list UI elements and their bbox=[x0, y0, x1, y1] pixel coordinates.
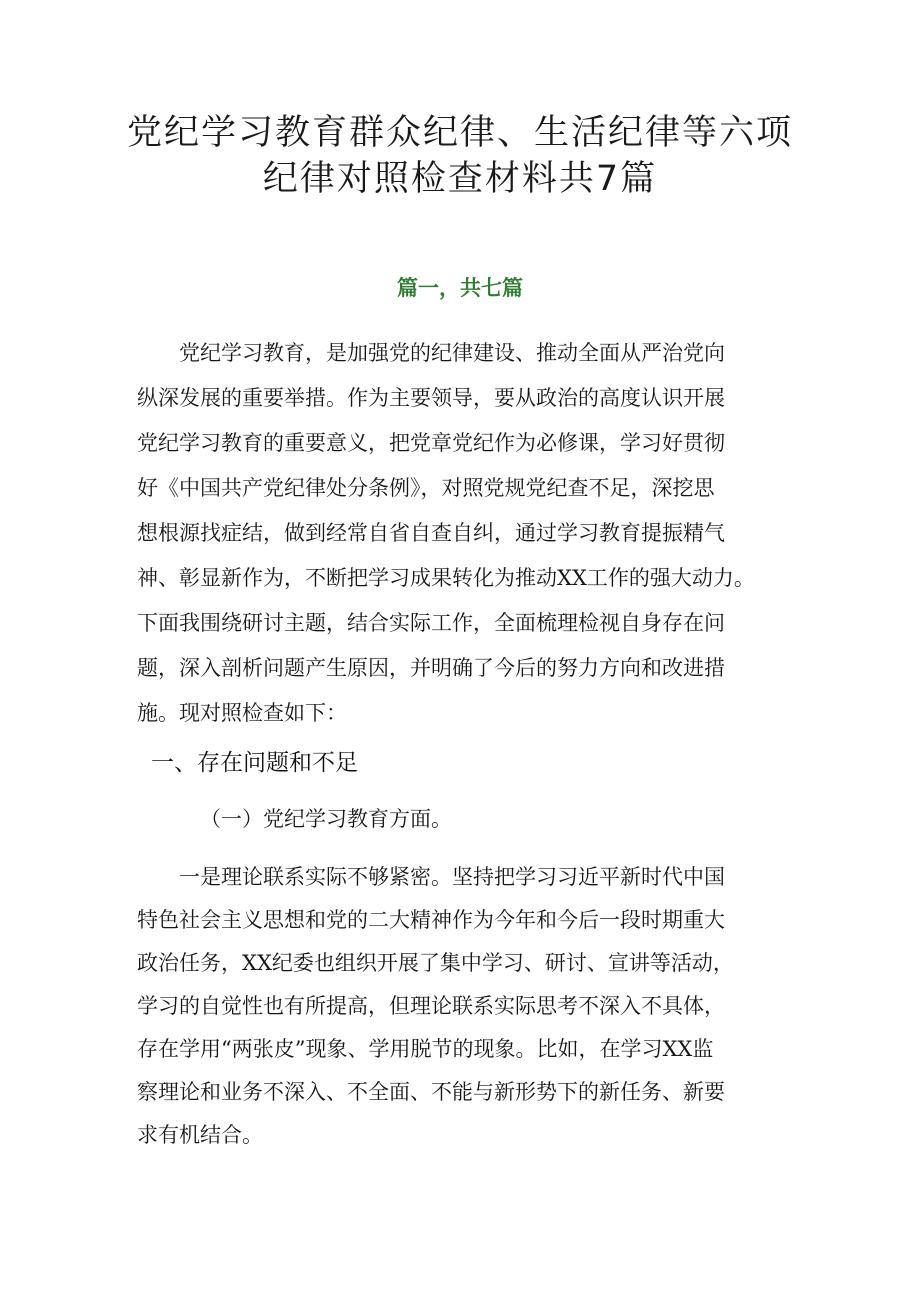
intro-line: 好《中国共产党纪律处分条例》，对照党规党纪查不足，深挖思 bbox=[137, 476, 715, 500]
intro-paragraph bbox=[137, 331, 797, 736]
title-line-1: 党纪学习教育群众纪律、生活纪律等六项 bbox=[126, 113, 793, 153]
body-line: 求有机结合。 bbox=[137, 1123, 263, 1147]
body-paragraph bbox=[137, 856, 797, 1157]
title-line-2: 纪律对照检查材料共7篇 bbox=[262, 159, 658, 199]
body-line: 学习的自觉性也有所提高，但理论联系实际思考不深入不具体， bbox=[137, 994, 725, 1018]
heading-level-2: （一）党纪学习教育方面。 bbox=[200, 807, 452, 831]
intro-line: 施。现对照检查如下： bbox=[137, 701, 347, 725]
body-line: 一是理论联系实际不够紧密。坚持把学习习近平新时代中国 bbox=[179, 865, 725, 889]
intro-line: 纵深发展的重要举措。作为主要领导，要从政治的高度认识开展 bbox=[137, 386, 725, 410]
intro-line: 下面我围绕研讨主题，结合实际工作，全面梳理检视自身存在问 bbox=[137, 611, 725, 635]
intro-line: 神、彰显新作为，不断把学习成果转化为推动XX工作的强大动力。 bbox=[137, 566, 755, 590]
body-line: 察理论和业务不深入、不全面、不能与新形势下的新任务、新要 bbox=[137, 1080, 725, 1104]
body-line: 特色社会主义思想和党的二大精神作为今年和今后一段时期重大 bbox=[137, 908, 725, 932]
document-title bbox=[120, 110, 800, 202]
intro-line: 党纪学习教育，是加强党的纪律建设、推动全面从严治党向 bbox=[179, 341, 725, 365]
heading-level-1: 一、存在问题和不足 bbox=[151, 750, 358, 776]
section-heading: 篇一，共七篇 bbox=[397, 275, 523, 300]
intro-line: 党纪学习教育的重要意义，把党章党纪作为必修课，学习好贯彻 bbox=[137, 431, 725, 455]
body-line: 政治任务，XX纪委也组织开展了集中学习、研讨、宣讲等活动， bbox=[137, 951, 734, 975]
body-line: 存在学用“两张皮”现象、学用脱节的现象。比如，在学习XX监 bbox=[137, 1037, 714, 1061]
intro-line: 想根源找症结，做到经常自省自查自纠，通过学习教育提振精气 bbox=[137, 521, 725, 545]
intro-line: 题，深入剖析问题产生原因，并明确了今后的努力方向和改进措 bbox=[137, 656, 725, 680]
